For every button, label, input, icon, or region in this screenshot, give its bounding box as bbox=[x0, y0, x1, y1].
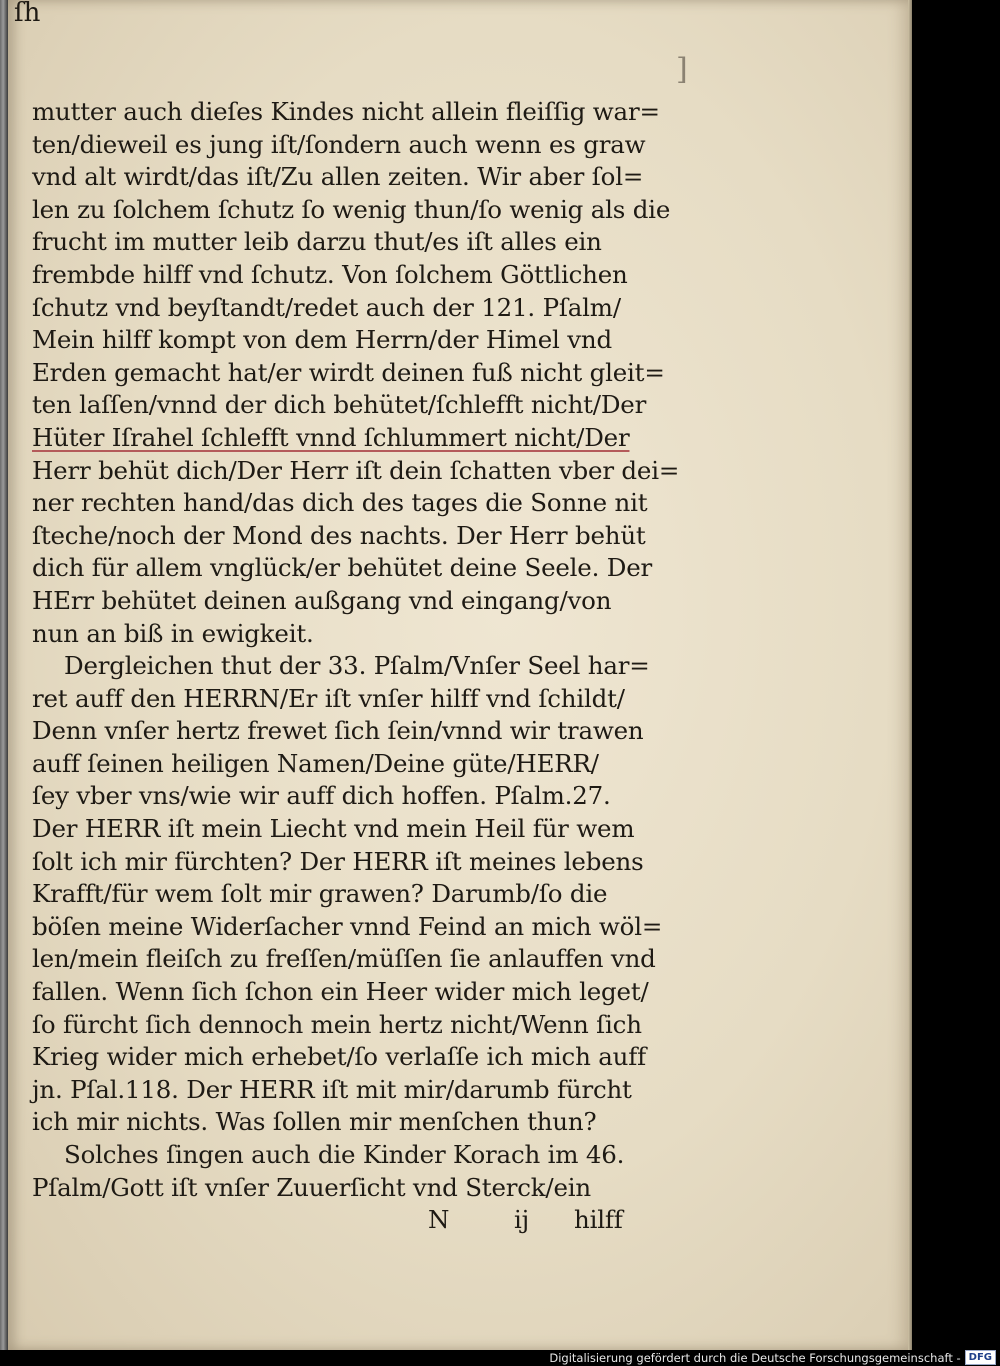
text-line: böſen meine Widerſacher vnnd Feind an mich wöl= bbox=[32, 911, 663, 941]
text-line: ten/dieweil es jung iſt/ſondern auch wenn es graw bbox=[32, 129, 646, 159]
text-line: Hüter Iſrahel ſchlefft vnnd ſchlummert nicht/Der bbox=[32, 422, 630, 452]
text-line: Solches ſingen auch die Kinder Korach im 46. bbox=[64, 1140, 625, 1169]
text-line: frembde hilff vnd ſchutz. Von ſolchem Göttlichen bbox=[32, 259, 628, 289]
page-edge bbox=[908, 0, 912, 1350]
page-corner-mark: ſh bbox=[14, 0, 41, 28]
text-line: ſteche/noch der Mond des nachts. Der Herr behüt bbox=[32, 520, 646, 550]
text-line: dich für allem vnglück/er behütet deine Seele. Der bbox=[32, 553, 653, 583]
text-line: ſey vber vns/wie wir auff dich hoffen. Pſalm.27. bbox=[32, 781, 611, 811]
book-spine bbox=[0, 0, 8, 1350]
footer-line bbox=[32, 1204, 652, 1237]
text-line: jn. Pſal.118. Der HERR iſt mit mir/darumb fürcht bbox=[32, 1074, 632, 1104]
text-line: Erden gemacht hat/er wirdt deinen fuß nicht gleit= bbox=[32, 357, 665, 387]
credit-text: Digitalisierung gefördert durch die Deutsche Forschungsgemeinschaft - bbox=[549, 1350, 961, 1365]
text-line: ten laſſen/vnnd der dich behütet/ſchlefft nicht/Der bbox=[32, 390, 647, 420]
text-line: Krieg wider mich erhebet/ſo verlaſſe ich mich auff bbox=[32, 1042, 646, 1072]
page-text bbox=[32, 96, 680, 1237]
text-line: Der HERR iſt mein Liecht vnd mein Heil für wem bbox=[32, 814, 635, 844]
text-line: len zu ſolchem ſchutz ſo wenig thun/ſo wenig als die bbox=[32, 194, 671, 224]
text-line: len/mein fleiſch zu freſſen/müſſen ſie anlauffen vnd bbox=[32, 944, 656, 974]
text-line: ſo fürcht ſich dennoch mein hertz nicht/Wenn ſich bbox=[32, 1009, 642, 1039]
text-line: mutter auch dieſes Kindes nicht allein fleiſſig war= bbox=[32, 97, 660, 126]
text-line: Dergleichen thut der 33. Pſalm/Vnſer Seel har= bbox=[64, 651, 650, 681]
text-line: ner rechten hand/das dich des tages die Sonne nit bbox=[32, 488, 648, 518]
catchword: hilff bbox=[574, 1205, 623, 1235]
dfg-logo[interactable]: DFG bbox=[965, 1350, 996, 1365]
text-line: Denn vnſer hertz frewet ſich ſein/vnnd wir trawen bbox=[32, 716, 644, 746]
text-line: Herr behüt dich/Der Herr iſt dein ſchatten vber dei= bbox=[32, 455, 680, 485]
signature-number: ij bbox=[514, 1205, 530, 1235]
text-line: frucht im mutter leib darzu thut/es iſt alles ein bbox=[32, 227, 602, 257]
text-line: Mein hilff kompt von dem Herrn/der Himel vnd bbox=[32, 325, 612, 355]
text-line: ret auff den HERRN/Er iſt vnſer hilff vnd ſchildt/ bbox=[32, 683, 625, 713]
signature-mark: N bbox=[428, 1205, 450, 1235]
text-line: ſchutz vnd beyſtandt/redet auch der 121. Pſalm/ bbox=[32, 292, 621, 322]
text-line: fallen. Wenn ſich ſchon ein Heer wider mich leget/ bbox=[32, 977, 649, 1007]
text-line: ich mir nichts. Was ſollen mir menſchen thun? bbox=[32, 1107, 597, 1137]
text-line: Krafft/für wem ſolt mir grawen? Darumb/ſo die bbox=[32, 879, 608, 909]
digitization-credit bbox=[549, 1350, 996, 1365]
text-line: nun an biß in ewigkeit. bbox=[32, 618, 314, 648]
book-page bbox=[8, 0, 909, 1350]
text-line: ſolt ich mir fürchten? Der HERR iſt meines lebens bbox=[32, 846, 644, 876]
text-line: Pſalm/Gott iſt vnſer Zuuerſicht vnd Sterck/ein bbox=[32, 1172, 592, 1202]
text-line: HErr behütet deinen außgang vnd eingang/von bbox=[32, 585, 612, 615]
text-line: auff ſeinen heiligen Namen/Deine güte/HERR/ bbox=[32, 748, 599, 778]
text-line: vnd alt wirdt/das iſt/Zu allen zeiten. Wir aber ſol= bbox=[32, 162, 644, 192]
pencil-mark: ] bbox=[676, 52, 688, 87]
